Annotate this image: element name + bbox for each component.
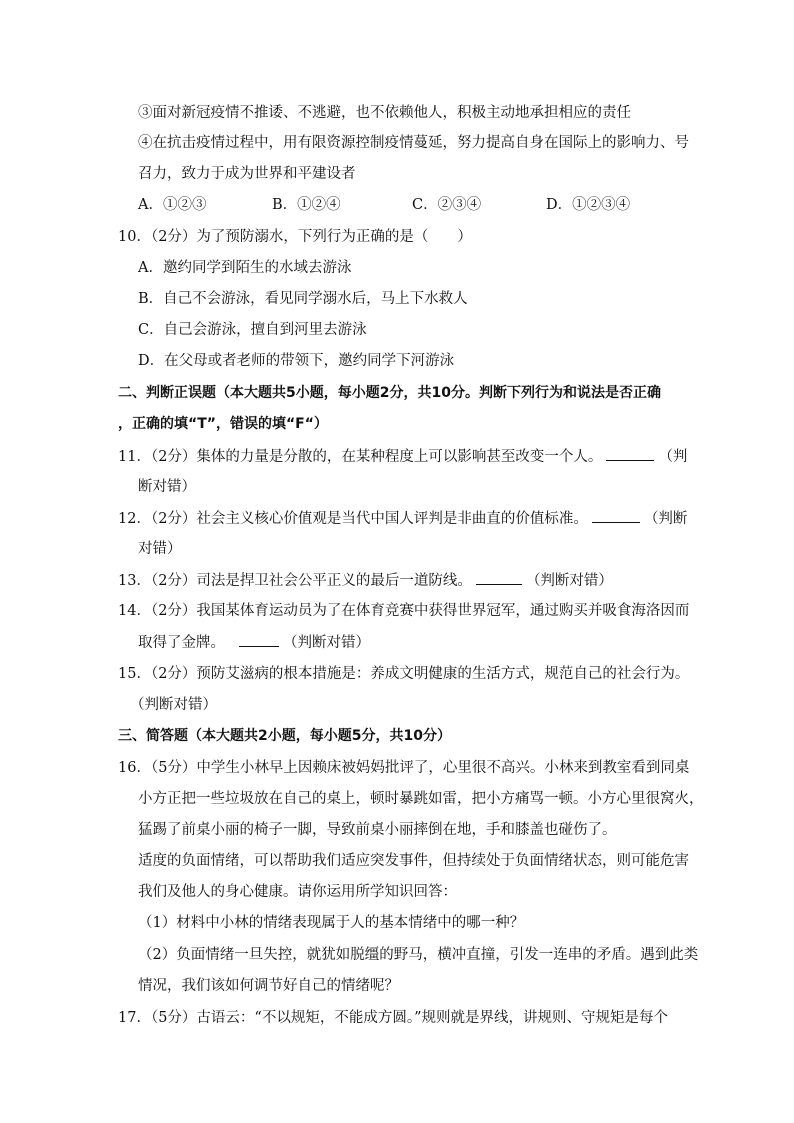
- q16-subq1: （1）材料中小林的情绪表现属于人的基本情绪中的哪一种？: [138, 915, 525, 931]
- q12-tail: （判断: [643, 511, 688, 527]
- q13-text: 13．（2分）司法是捍卫社会公平正义的最后一道防线。: [118, 573, 472, 589]
- q16-line1: 16．（5分）中学生小林早上因赖床被妈妈批评了，心里很不高兴。小林来到教室看到同桌: [118, 760, 690, 776]
- q9-option-a: A．①②③: [138, 197, 207, 213]
- q11-tail: （判: [658, 449, 688, 465]
- section3-heading: 三、简答题（本大题共2小题，每小题5分，共10分）: [118, 728, 451, 744]
- q10-stem: 10．（2分）为了预防溺水，下列行为正确的是（ ）: [118, 229, 472, 245]
- q14-line2: [138, 632, 370, 653]
- q9-item-3: ③面对新冠疫情不推诿、不逃避，也不依赖他人，积极主动地承担相应的责任: [138, 105, 631, 121]
- q10-option-b: B．自己不会游泳，看见同学溺水后，马上下水救人: [138, 291, 468, 307]
- q16-line3: 猛踢了前桌小丽的椅子一脚，导致前桌小丽摔倒在地，手和膝盖也碰伤了。: [138, 822, 617, 838]
- q11-line2: 断对错）: [138, 479, 196, 495]
- q14-tail: （判断对错）: [283, 635, 370, 651]
- q17-line1: 17．（5分）古语云：“不以规矩，不能成方圆。”规则就是界线，讲规则、守规矩是每个: [118, 1010, 668, 1026]
- q9-item-4-line2: 召力，致力于成为世界和平建设者: [138, 166, 356, 182]
- q12-line1: [118, 508, 687, 529]
- q16-subq2-line2: 情况，我们该如何调节好自己的情绪呢？: [138, 978, 399, 994]
- q11-answer-blank[interactable]: [606, 446, 654, 461]
- q9-option-c: C．②③④: [412, 197, 482, 213]
- q15-line2: （判断对错）: [130, 697, 217, 713]
- q12-line2: 对错）: [138, 541, 182, 557]
- q15-line1: 15．（2分）预防艾滋病的根本措施是：养成文明健康的生活方式，规范自己的社会行为。: [118, 666, 690, 682]
- q16-line4: 适度的负面情绪，可以帮助我们适应突发事件，但持续处于负面情绪状态，则可能危害: [138, 853, 689, 869]
- q13-answer-blank[interactable]: [476, 570, 522, 585]
- q12-text: 12．（2分）社会主义核心价值观是当代中国人评判是非曲直的价值标准。: [118, 511, 588, 527]
- q16-line2: 小方正把一些垃圾放在自己的桌上，顿时暴跳如雷，把小方痛骂一顿。小方心里很窝火，: [138, 791, 704, 807]
- q14-text: 取得了金牌。: [138, 635, 225, 651]
- q10-option-d: D．在父母或者老师的带领下，邀约同学下河游泳: [138, 353, 455, 369]
- q9-item-4-line1: ④在抗击疫情过程中，用有限资源控制疫情蔓延，努力提高自身在国际上的影响力、号: [138, 135, 689, 151]
- q10-option-a: A．邀约同学到陌生的水域去游泳: [138, 260, 352, 276]
- q11-text: 11．（2分）集体的力量是分散的，在某种程度上可以影响甚至改变一个人。: [118, 449, 603, 465]
- q16-line5: 我们及他人的身心健康。请你运用所学知识回答：: [138, 884, 457, 900]
- q16-subq2-line1: （2）负面情绪一旦失控，就犹如脱缰的野马，横冲直撞，引发一连串的矛盾。遇到此类: [138, 947, 699, 963]
- q11-line1: [118, 446, 687, 467]
- q13-line1: [118, 570, 613, 591]
- q12-answer-blank[interactable]: [592, 508, 640, 523]
- section2-heading-line1: 二、判断正误题（本大题共5小题，每小题2分，共10分。判断下列行为和说法是否正确: [118, 385, 661, 401]
- q10-option-c: C．自己会游泳，擅自到河里去游泳: [138, 322, 367, 338]
- section2-heading-line2: ，正确的填“T”，错误的填“F“）: [118, 416, 328, 432]
- q13-tail: （判断对错）: [525, 573, 613, 589]
- q9-option-d: D．①②③④: [546, 197, 631, 213]
- q14-answer-blank[interactable]: [239, 632, 279, 647]
- q9-option-b: B．①②④: [272, 197, 341, 213]
- q14-line1: 14．（2分）我国某体育运动员为了在体育竞赛中获得世界冠军，通过购买并吸食海洛因而: [118, 603, 690, 619]
